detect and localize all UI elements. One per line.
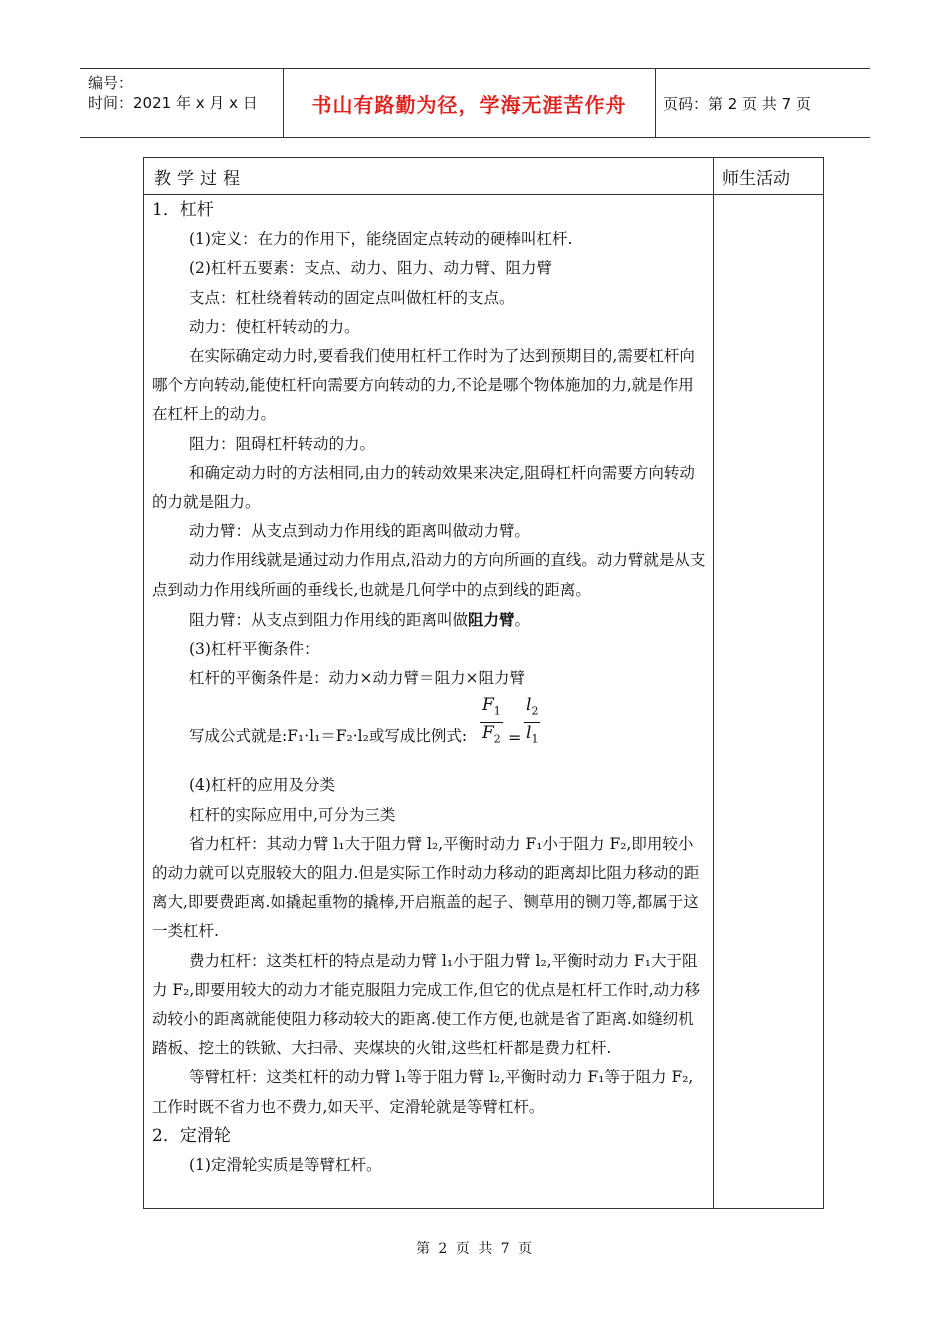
paragraph: (2)杠杆五要素：支点、动力、阻力、动力臂、阻力臂 (189, 259, 552, 278)
header-page-info: 页码：第 2 页 共 7 页 (663, 94, 811, 113)
paragraph: (1)定义：在力的作用下，能绕固定点转动的硬棒叫杠杆. (189, 230, 573, 249)
paragraph: 等臂杠杆：这类杠杆的动力臂 l₁等于阻力臂 l₂,平衡时动力 F₁等于阻力 F₂,工作时既不省力也不费力,如天平、定滑轮就是等臂杠杆。 (152, 1068, 694, 1116)
header-motto: 书山有路勤为径，学海无涯苦作舟 (311, 92, 627, 117)
paragraph: (1)定滑轮实质是等臂杠杆。 (189, 1156, 382, 1175)
page-footer: 第 2 页 共 7 页 (415, 1241, 535, 1257)
paragraph: 动力作用线就是通过动力作用点,沿动力的方向所画的直线。动力臂就是从支点到动力作用线所画的垂线长,也就是几何学中的点到线的距离。 (152, 551, 706, 599)
header-meta (88, 73, 278, 113)
paragraph: 杠杆的实际应用中,可分为三类 (189, 805, 396, 824)
column-header-process: 教学过程 (154, 168, 246, 189)
section-title-fixed-pulley: 2．定滑轮 (152, 1125, 231, 1146)
paragraph: 杠杆的平衡条件是：动力×动力臂＝阻力×阻力臂 (189, 669, 525, 688)
paragraph: 动力臂：从支点到动力作用线的距离叫做动力臂。 (189, 522, 531, 541)
equals-sign: = (508, 728, 522, 748)
paragraph (152, 605, 706, 635)
formula-block (152, 695, 706, 753)
paragraph: 支点：杠杜绕着转动的固定点叫做杠杆的支点。 (189, 288, 515, 307)
lesson-content (152, 196, 706, 1180)
fraction-denominator: $l_1$ (526, 722, 539, 746)
document-date: 时间：2021 年 x 月 x 日 (88, 94, 258, 112)
bold-term: 阻力臂 (468, 609, 515, 629)
paragraph: 省力杠杆：其动力臂 l₁大于阻力臂 l₂,平衡时动力 F₁小于阻力 F₂,即用较小的动力就可以克服较大的阻力.但是实际工作时动力移动的距离却比阻力移动的距离大,即要费距离.如撬起重物的撬棒,开启瓶盖的起子、铡草用的铡刀等,都属于这一类杠杆. (152, 834, 700, 941)
paragraph: (3)杠杆平衡条件： (189, 640, 320, 659)
section-title-lever: 1．杠杆 (152, 200, 214, 220)
lesson-table (143, 157, 824, 1209)
paragraph: 和确定动力时的方法相同,由力的转动效果来决定,阻碍杠杆向需要方向转动的力就是阻力。 (152, 463, 695, 512)
document-number: 编号： (88, 74, 134, 92)
paragraph: 动力：使杠杆转动的力。 (189, 317, 360, 336)
paragraph: 费力杠杆：这类杠杆的特点是动力臂 l₁小于阻力臂 l₂,平衡时动力 F₁大于阻力 F₂,即要用较大的动力才能克服阻力完成工作,但它的优点是杠杆工作时,动力移动较小的距离就能使阻力移动较大的距离.使工作方便,也就是省了距离.如缝纫机踏板、挖土的铁锨、大扫帚、夹煤块的火钳,这些杠杆都是费力杠杆. (152, 951, 701, 1058)
paragraph: (4)杠杆的应用及分类 (189, 776, 335, 795)
table-header-divider (144, 194, 823, 195)
text-span: 。 (514, 610, 531, 629)
text-span: 阻力臂：从支点到阻力作用线的距离叫做 (189, 610, 469, 629)
page-header (80, 68, 870, 138)
table-column-divider (713, 158, 714, 1208)
column-header-activity: 师生活动 (722, 168, 790, 189)
fraction-numerator: $l_2$ (524, 695, 540, 722)
formula-label: 写成公式就是:F₁·l₁＝F₂·l₂或写成比例式: (189, 727, 468, 746)
fraction-force (480, 695, 503, 749)
fraction-denominator: $F_2$ (482, 722, 501, 746)
header-divider (655, 69, 656, 137)
fraction-numerator: $F_1$ (480, 695, 503, 722)
spacer (152, 753, 706, 771)
paragraph: 阻力：阻碍杠杆转动的力。 (189, 434, 376, 453)
paragraph: 在实际确定动力时,要看我们使用杠杆工作时为了达到预期目的,需要杠杆向哪个方向转动,能使杠杆向需要方向转动的力,不论是哪个物体施加的力,就是作用在杠杆上的动力。 (152, 347, 695, 424)
fraction-arm (524, 695, 540, 749)
